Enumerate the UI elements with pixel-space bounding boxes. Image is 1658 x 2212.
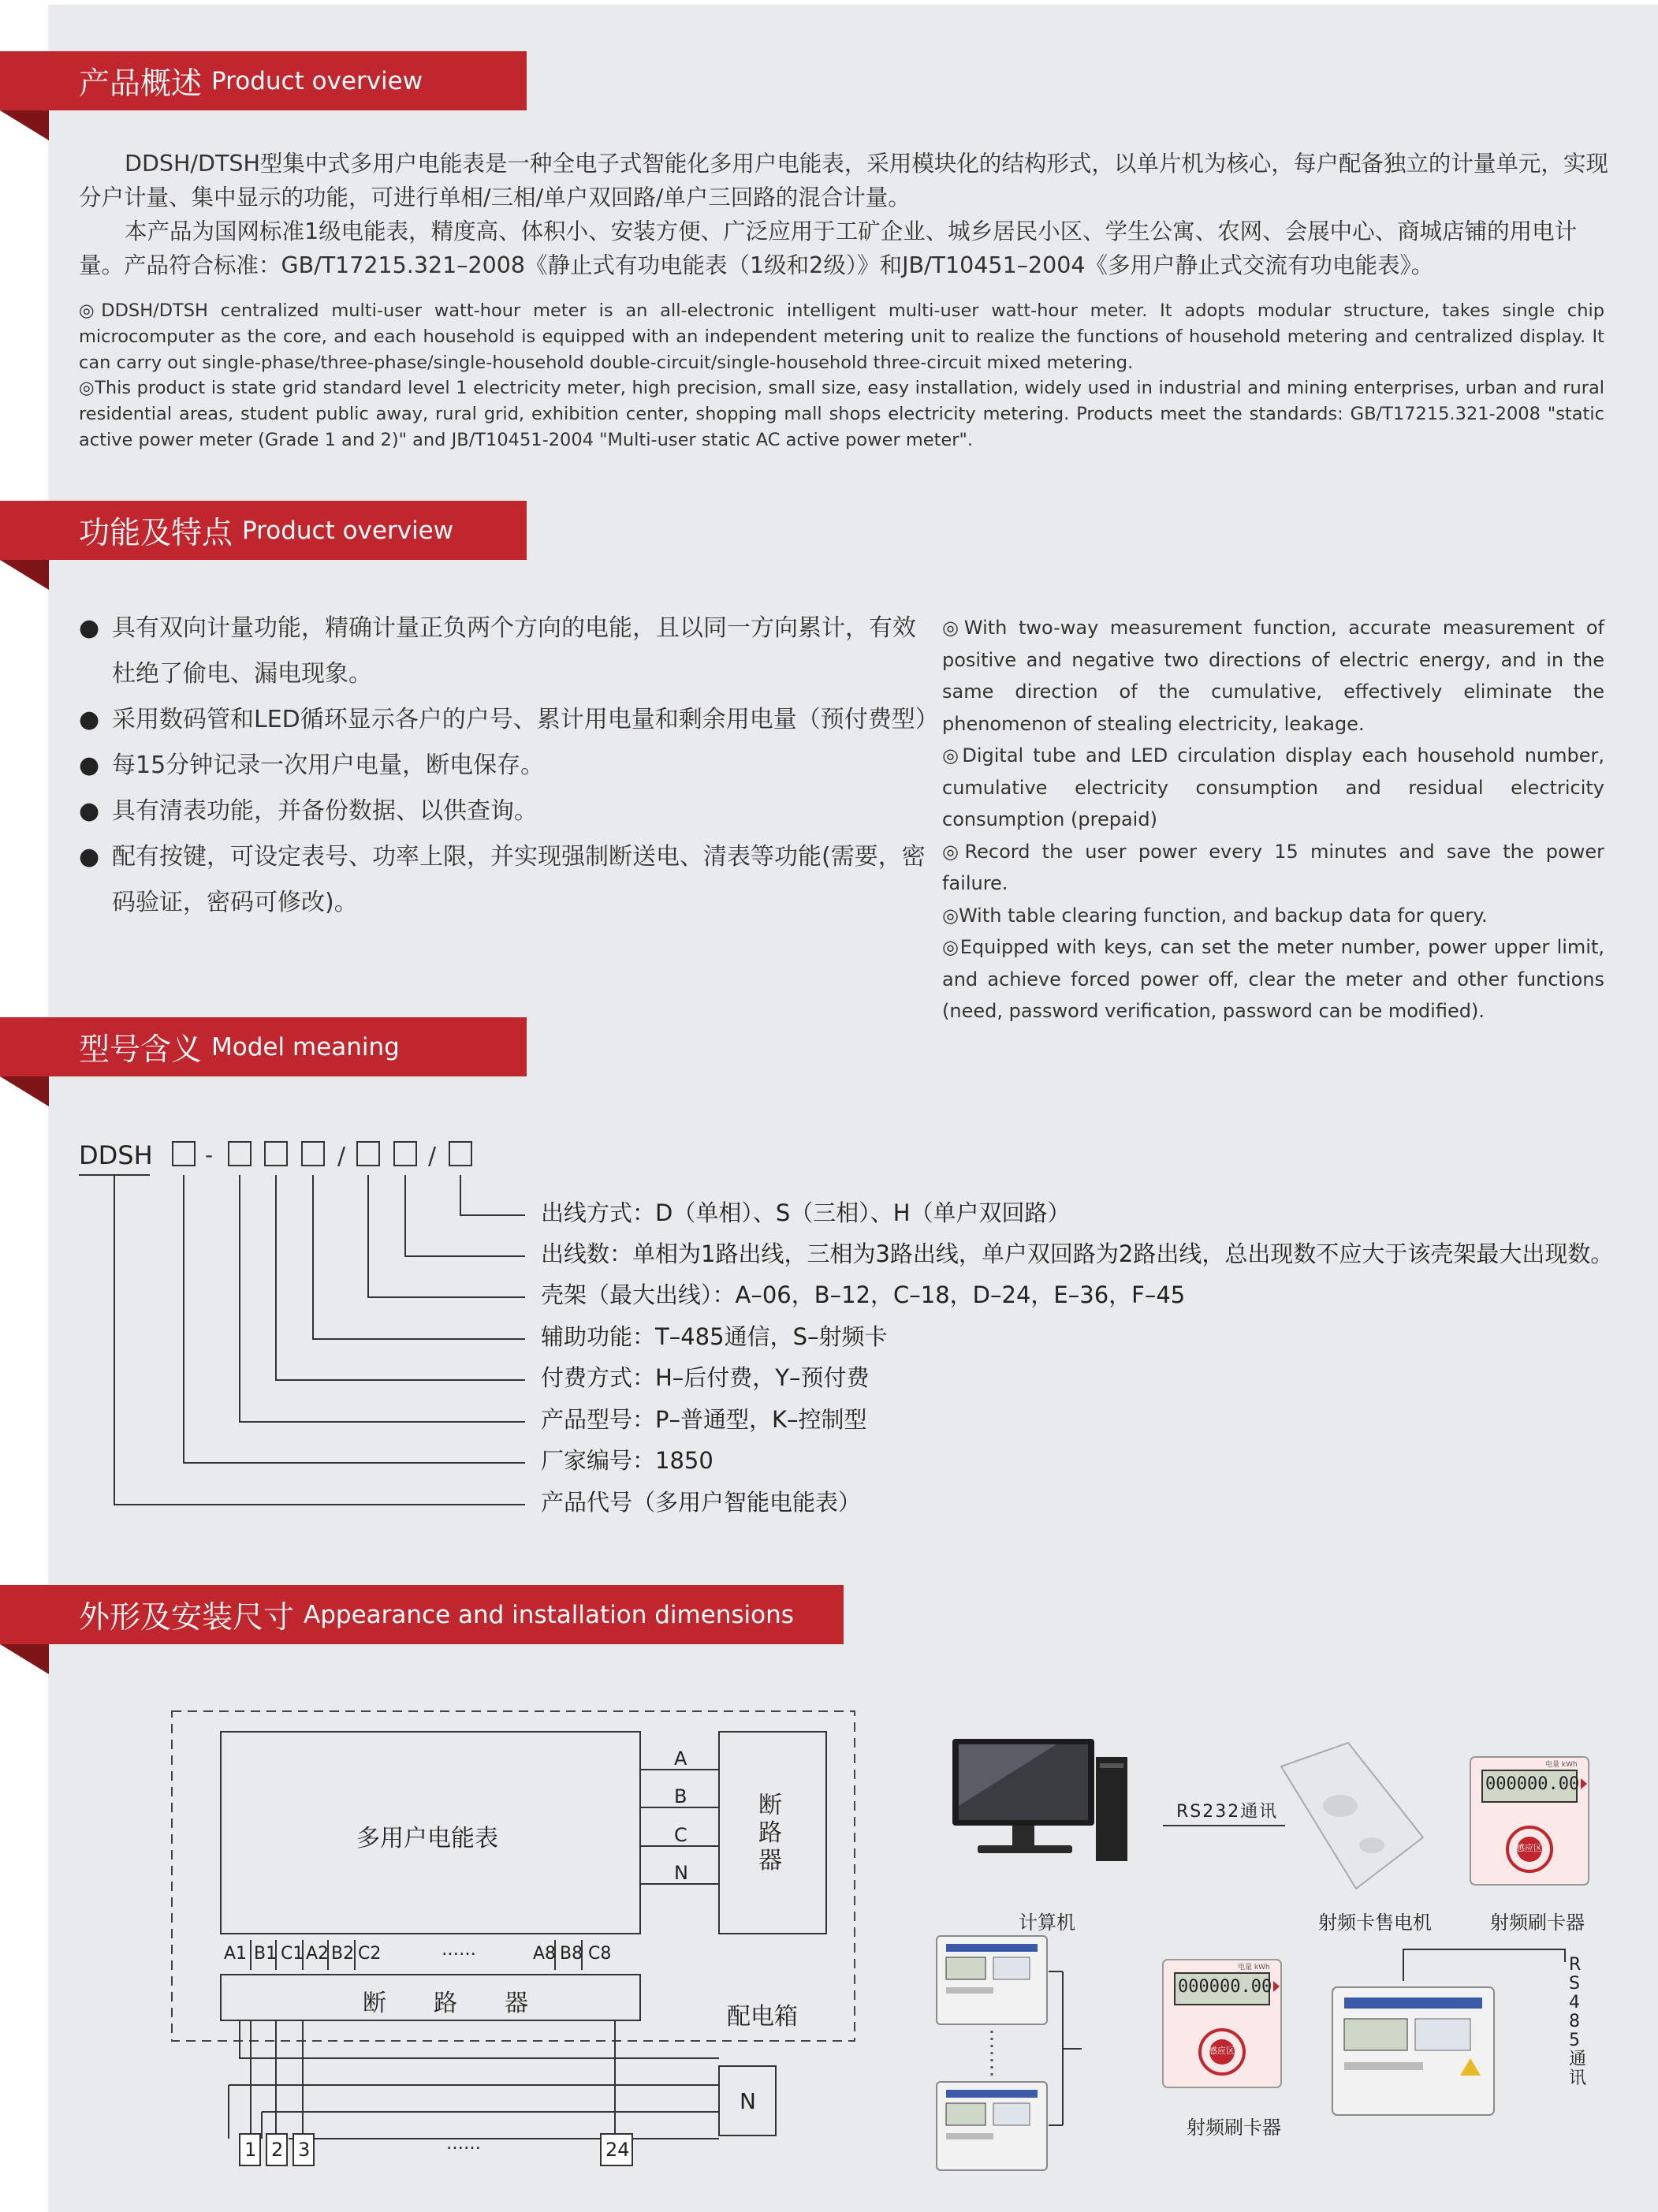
terminal-label: B2	[331, 1944, 355, 1964]
reader-display-top: 000000.00	[1485, 1774, 1580, 1794]
ribbon-fold	[0, 560, 49, 590]
rs232-label: RS232通讯	[1176, 1802, 1279, 1822]
features-list-zh	[79, 606, 939, 926]
section-title-zh: 外形及安装尺寸	[79, 1599, 295, 1636]
computer-label: 计算机	[1019, 1912, 1075, 1934]
section-header-overview	[0, 51, 527, 110]
code-box-6	[394, 1142, 416, 1166]
model-meaning-line: 辅助功能：T–485通信，S–射频卡	[541, 1323, 888, 1350]
section-title-en: Model meaning	[211, 1032, 400, 1061]
card-reader-top-label: 射频刷卡器	[1490, 1912, 1585, 1934]
model-dash: -	[205, 1142, 214, 1168]
ribbon-fold	[0, 1076, 49, 1106]
card-sale-machine-icon	[1281, 1743, 1423, 1889]
feature-item: ● 采用数码管和LED循环显示各户的户号、累计用电量和剩余用电量（预付费型）	[79, 697, 930, 743]
output-dots: ……	[446, 2134, 481, 2154]
section-title-zh: 产品概述	[79, 65, 203, 102]
feature-item-en: ◎Record the user power every 15 minutes and save the power failure.	[942, 840, 1604, 894]
model-slash: /	[337, 1143, 346, 1170]
overview-paragraph-en-2: ◎This product is state grid standard level 1 electricity meter, high precision, small size, easy installation, widely used in industrial and mining enterprises, urban and rural residential areas, student public away, rural grid, exhibition center, shopping mall shops electricity metering. Products meet the standards: GB/T17215.321-2008 "static active power meter (Grade 1 and 2)" and JB/T10451-2004 "Multi-user static AC active power meter".	[79, 378, 1604, 450]
phase-label-c: C	[674, 1824, 687, 1846]
feature-item: ● 具有双向计量功能，精确计量正负两个方向的电能，且以同一方向累计，有效杜绝了偷电、漏电现象。	[79, 606, 930, 697]
output-label-2: 2	[271, 2139, 284, 2161]
right-breaker-label: 断路器	[758, 1792, 782, 1874]
rs485-line	[1403, 1949, 1565, 1981]
feature-item-en: ◎Equipped with keys, can set the meter number, power upper limit, and achieve forced power off, clear the meter and other functions (need, password verification, password can be modified).	[942, 936, 1604, 1022]
rs485-label: RS485通讯	[1569, 1955, 1589, 2088]
phase-label-a: A	[674, 1748, 687, 1770]
ribbon-fold	[0, 110, 49, 140]
terminal-label: A2	[306, 1944, 330, 1964]
model-meaning-line: 厂家编号：1850	[541, 1447, 713, 1474]
model-meaning-line: 付费方式：H–后付费，Y–预付费	[541, 1364, 870, 1391]
leader-lines	[114, 1175, 525, 1505]
output-wiring	[229, 2020, 719, 2139]
feature-item-en: ◎Digital tube and LED circulation display each household number, cumulative electricity consumption and residual electricity consumption (prepaid)	[942, 744, 1604, 830]
code-box-1	[173, 1142, 195, 1166]
code-box-4	[302, 1142, 324, 1166]
meter-label: 多用户电能表	[356, 1825, 498, 1852]
terminal-label: A8	[533, 1944, 557, 1964]
model-meaning-line: 产品型号：P–普通型，K–控制型	[541, 1406, 867, 1433]
phase-label-n: N	[674, 1862, 688, 1884]
reader-display-bottom: 000000.00	[1178, 1977, 1272, 1997]
reader-display-caption-bottom: 电量 kWh	[1238, 1964, 1270, 1971]
meter-units-wiring	[1049, 1971, 1082, 2125]
card-reader-bottom-label: 射频刷卡器	[1187, 2117, 1281, 2139]
neutral-label: N	[740, 2088, 756, 2114]
output-label-24: 24	[605, 2139, 630, 2161]
section-header-appearance	[0, 1585, 844, 1644]
overview-paragraph-zh-2: 本产品为国网标准1级电能表，精度高、体积小、安装方便、广泛应用于工矿企业、城乡居民小区、学生公寓、农网、会展中心、商城店铺的用电计量。产品符合标准：GB/T17215.321–2008《静止式有功电能表（1级和2级）》和JB/T10451–2004《多用户静止式交流有功电能表》。	[79, 218, 1578, 278]
meter-unit-icon	[937, 1936, 1047, 2024]
card-machine-label: 射频卡售电机	[1318, 1912, 1432, 1934]
bottom-breaker-label: 断 路 器	[363, 1990, 528, 2017]
output-label-3: 3	[298, 2139, 311, 2161]
feature-item-en: ◎With table clearing function, and backup data for query.	[942, 904, 1488, 927]
terminal-label: C2	[358, 1944, 382, 1964]
terminal-label: B1	[254, 1944, 278, 1964]
overview-paragraph-zh-1: DDSH/DTSH型集中式多用户电能表是一种全电子式智能化多用户电能表，采用模块化的结构形式，以单片机为核心，每户配备独立的计量单元，实现分户计量、集中显示的功能，可进行单相/三相/单户双回路/单户三回路的混合计量。	[79, 151, 1608, 211]
section-header-model	[0, 1017, 527, 1076]
reader-badge-bottom: 感应区	[1209, 2046, 1235, 2056]
model-meaning-line: 壳架（最大出线）：A–06，B–12，C–18，D–24，E–36，F–45	[541, 1281, 1186, 1308]
section-title-zh: 功能及特点	[79, 515, 233, 551]
code-box-5	[357, 1142, 379, 1166]
terminal-dots: ……	[442, 1940, 476, 1960]
section-header-features	[0, 501, 527, 560]
model-meaning-line: 产品代号（多用户智能电能表）	[541, 1489, 862, 1516]
code-box-3	[265, 1142, 287, 1166]
model-meaning-line: 出线数：单相为1路出线，三相为3路出线，单户双回路为2路出线，总出现数不应大于该壳架最大出现数。	[541, 1240, 1614, 1267]
section-title-en: Product overview	[211, 66, 423, 95]
phase-label-b: B	[674, 1785, 687, 1807]
features-list-en	[942, 612, 1604, 1028]
reader-display-caption-top: 电量 kWh	[1545, 1761, 1578, 1769]
feature-item: ● 每15分钟记录一次用户电量，断电保存。	[79, 743, 930, 789]
meter-unit-icon	[937, 2082, 1047, 2170]
output-label-1: 1	[244, 2139, 257, 2161]
code-box-2	[229, 1142, 251, 1166]
computer-icon	[952, 1739, 1127, 1861]
section-title-en: Appearance and installation dimensions	[304, 1600, 794, 1629]
model-prefix: DDSH	[79, 1140, 153, 1170]
large-meter-unit-icon	[1332, 1987, 1494, 2115]
terminal-label: C1	[281, 1944, 304, 1964]
model-slash: /	[428, 1143, 437, 1170]
section-title-en: Product overview	[242, 516, 454, 545]
model-meaning-line: 出线方式：D（单相）、S（三相）、H（单户双回路）	[541, 1199, 1071, 1226]
feature-item: ● 配有按键，可设定表号、功率上限，并实现强制断送电、清表等功能(需要，密码验证，密码可修改)。	[79, 834, 930, 926]
reader-badge-top: 感应区	[1516, 1843, 1542, 1853]
distribution-box-label: 配电箱	[727, 2003, 798, 2031]
overview-paragraph-en-1: ◎DDSH/DTSH centralized multi-user watt-hour meter is an all-electronic intelligent multi-user watt-hour meter. It adopts modular structure, takes single chip microcomputer as the core, and each household is equipped with an independent metering unit to realize the functions of household metering and centralized display. It can carry out single-phase/three-phase/single-household double-circuit/single-household three-circuit mixed metering.	[79, 300, 1604, 373]
terminal-label: C8	[588, 1944, 612, 1964]
section-title-zh: 型号含义	[79, 1031, 203, 1068]
code-box-7	[449, 1142, 471, 1166]
terminal-label: A1	[224, 1944, 248, 1964]
wiring-diagram	[0, 1695, 1658, 2184]
feature-item-en: ◎With two-way measurement function, accurate measurement of positive and negative two directions of electric energy, and in the same direction of the cumulative, effectively eliminate the phenomenon of stealing electricity, leakage.	[942, 617, 1604, 735]
terminal-label: B8	[560, 1944, 583, 1964]
feature-item: ● 具有清表功能，并备份数据、以供查询。	[79, 789, 930, 834]
ribbon-fold	[0, 1644, 49, 1674]
